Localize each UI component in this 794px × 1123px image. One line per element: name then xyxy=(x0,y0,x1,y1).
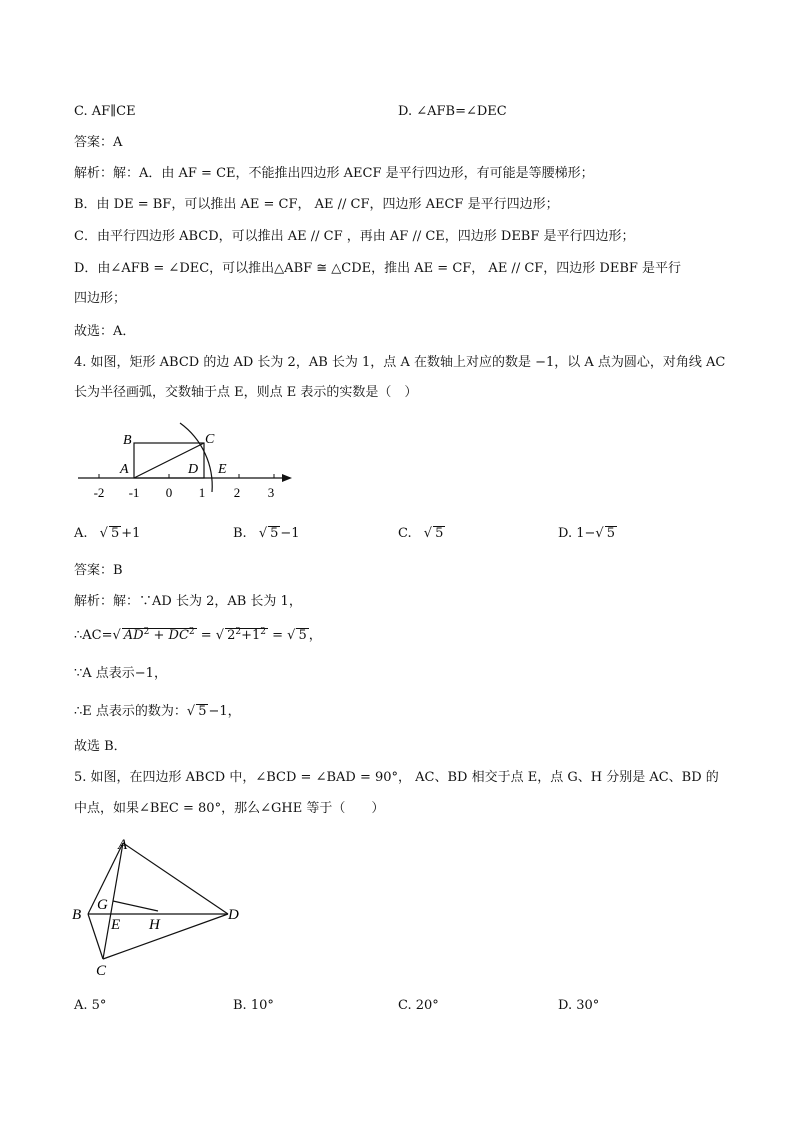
q3-solution-a: 解析：解：A．由 AF = CE，不能推出四边形 AECF 是平行四边形，有可能是等腰梯形； xyxy=(74,166,594,181)
q5-stem-line1: 5. 如图，在四边形 ABCD 中，∠BCD = ∠BAD = 90°， AC、BD 相交于点 E，点 G、H 分别是 AC、BD 的 xyxy=(74,770,719,785)
q4-stem-line1: 4. 如图，矩形 ABCD 的边 AD 长为 2，AB 长为 1，点 A 在数轴上对应的数是 −1，以 A 点为圆心，对角线 AC xyxy=(74,355,726,370)
q4-stem-line2: 长为半径画弧，交数轴于点 E，则点 E 表示的实数是（ ） xyxy=(74,385,418,400)
q5-point-g: G xyxy=(97,897,108,913)
q5-stem-line2: 中点，如果∠BEC = 80°，那么∠GHE 等于（ ） xyxy=(74,801,385,816)
q4-number-line-figure xyxy=(74,420,304,505)
q4-answer: 答案：B xyxy=(74,563,123,578)
q4-solution-line3: ∵A 点表示−1， xyxy=(74,666,167,681)
q5-point-a: A xyxy=(118,837,128,853)
q5-option-b: B. 10° xyxy=(233,998,274,1013)
q5-point-b: B xyxy=(72,907,82,923)
q5-point-d: D xyxy=(228,907,239,923)
q3-solution-d-cont: 四边形； xyxy=(74,291,127,306)
q5-option-d: D. 30° xyxy=(558,998,600,1013)
q3-solution-b: B．由 DE = BF，可以推出 AE = CF， AE // CF，四边形 AECF 是平行四边形； xyxy=(74,197,559,212)
q5-quadrilateral-figure xyxy=(70,835,250,980)
q4-point-b: B xyxy=(123,433,132,448)
q4-option-d: D. 1−√ 5 xyxy=(558,526,615,541)
q3-option-c: C. AF∥CE xyxy=(74,104,136,119)
q5-point-e: E xyxy=(111,917,121,933)
q4-option-b: B. √ 5 −1 xyxy=(233,526,300,541)
q4-point-d: D xyxy=(188,462,199,477)
q4-tick-label: 0 xyxy=(165,485,173,500)
q5-point-h: H xyxy=(149,917,160,933)
q3-solution-d: D．由∠AFB = ∠DEC，可以推出△ABF ≅ △CDE，推出 AE = CF， AE // CF，四边形 DEBF 是平行 xyxy=(74,261,682,276)
q3-answer: 答案：A xyxy=(74,135,123,150)
q3-solution-c: C．由平行四边形 ABCD，可以推出 AE // CF ，再由 AF // CE，四边形 DEBF 是平行四边形； xyxy=(74,229,635,244)
q4-solution-line4: ∴E 点表示的数为：√ 5 −1， xyxy=(74,704,241,719)
q4-solution-line1: 解析：解：∵AD 长为 2，AB 长为 1， xyxy=(74,594,302,609)
q4-point-c: C xyxy=(205,432,215,447)
q5-option-a: A. 5° xyxy=(74,998,107,1013)
q4-option-a: A. √ 5 +1 xyxy=(74,526,141,541)
q4-solution-line2: ∴AC=√ $AD^2 + DC^2$ = √ $2^2+1^2$ = √ 5 ， xyxy=(74,627,322,643)
q3-conclusion: 故选：A． xyxy=(74,324,136,339)
q4-point-e: E xyxy=(218,462,227,477)
q4-tick-label: 3 xyxy=(267,485,275,500)
q5-option-c: C. 20° xyxy=(398,998,439,1013)
q4-option-c: C. √ 5 xyxy=(398,526,444,541)
q4-tick-label: 1 xyxy=(198,485,206,500)
q4-tick-label: -1 xyxy=(128,485,140,500)
q5-point-c: C xyxy=(96,963,107,979)
q3-option-d: D. ∠AFB=∠DEC xyxy=(398,104,507,119)
q4-tick-label: 2 xyxy=(233,485,241,500)
q4-point-a: A xyxy=(120,462,129,477)
q4-tick-label: -2 xyxy=(93,485,105,500)
q4-conclusion: 故选 B． xyxy=(74,739,127,754)
